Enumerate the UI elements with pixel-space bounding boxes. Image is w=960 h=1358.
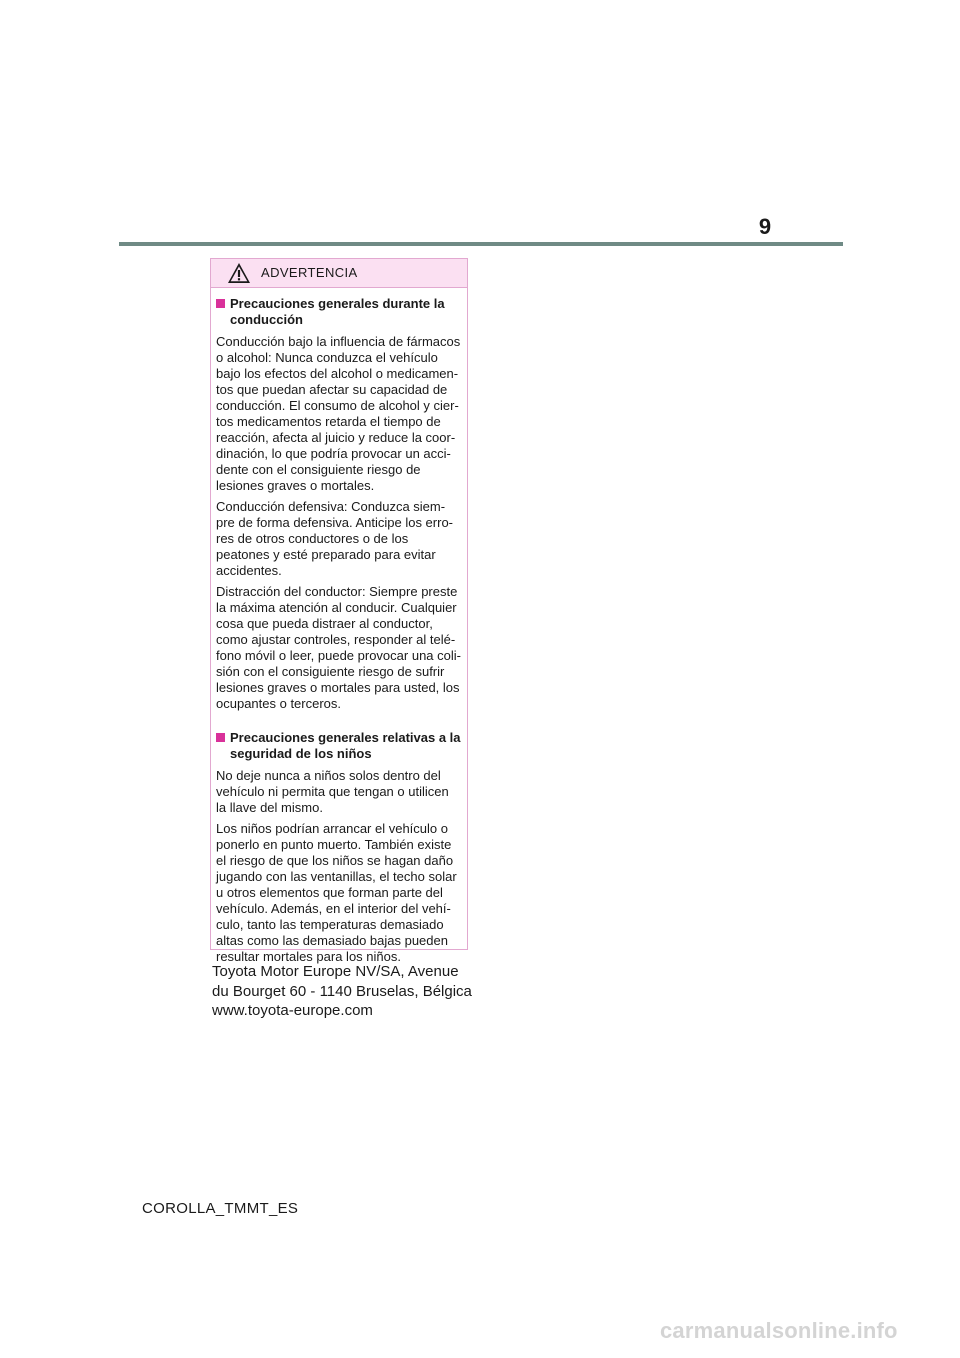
address-line: Toyota Motor Europe NV/SA, Avenue xyxy=(212,963,459,980)
section-heading-children xyxy=(216,730,461,762)
page-number: 9 xyxy=(758,214,772,239)
publisher-address xyxy=(212,962,512,1021)
paragraph-alcohol: Conducción bajo la influencia de fármacos o alcohol: Nunca conduzca el vehículo bajo los efectos del alcohol o medicamen-tos que puedan afectar su capacidad de conducción. El consumo de alcohol y cier-tos medicamentos retarda el tiempo de reacción, afecta al juicio y reduce la coor-dinación, lo que podría provocar un acci-dente con el consiguiente riesgo de lesiones graves o mortales. xyxy=(216,334,461,493)
warning-body xyxy=(211,288,467,965)
watermark: carmanualsonline.info xyxy=(660,1318,898,1343)
section-heading-text: Precauciones generales durante la conducción xyxy=(230,296,445,327)
paragraph-children-alone: No deje nunca a niños solos dentro del vehículo ni permita que tengan o utilicen la llave del mismo. xyxy=(216,768,449,815)
website-link[interactable]: www.toyota-europe.com xyxy=(212,1002,373,1019)
address-line: du Bourget 60 - 1140 Bruselas, Bélgica xyxy=(212,982,472,1000)
bullet-square-icon xyxy=(216,299,225,308)
paragraph-driver-distraction: Distracción del conductor: Siempre preste la máxima atención al conducir. Cualquier cosa que pueda distraer al conductor, como ajustar controles, responder al telé-fono móvil o leer, puede provocar una coli-sión con el consiguiente riesgo de sufrir lesiones graves o mortales para usted, los ocupantes o terceros. xyxy=(216,584,461,711)
bullet-square-icon xyxy=(216,733,225,742)
section-gap xyxy=(216,717,461,726)
header-rule xyxy=(119,242,843,246)
warning-box xyxy=(210,258,468,964)
footer-document-code: COROLLA_TMMT_ES xyxy=(142,1200,299,1217)
section-heading-driving xyxy=(216,296,461,328)
warning-header xyxy=(211,259,467,288)
paragraph-defensive-driving: Conducción defensiva: Conduzca siem-pre de forma defensiva. Anticipe los erro-res de otros conductores o de los peatones y esté preparado para evitar accidentes. xyxy=(216,499,454,578)
paragraph-children-risks: Los niños podrían arrancar el vehículo o ponerlo en punto muerto. También existe el riesgo de que los niños se hagan daño jugando con las ventanillas, el techo solar u otros elementos que forman parte del vehículo. Además, en el interior del vehí-culo, tanto las temperaturas demasiado altas como las demasiado bajas pueden resultar mortales para los niños. xyxy=(216,821,457,964)
warning-triangle-icon xyxy=(227,262,251,284)
section-heading-text: Precauciones generales relativas a la seguridad de los niños xyxy=(230,730,461,761)
warning-title: ADVERTENCIA xyxy=(261,265,358,280)
